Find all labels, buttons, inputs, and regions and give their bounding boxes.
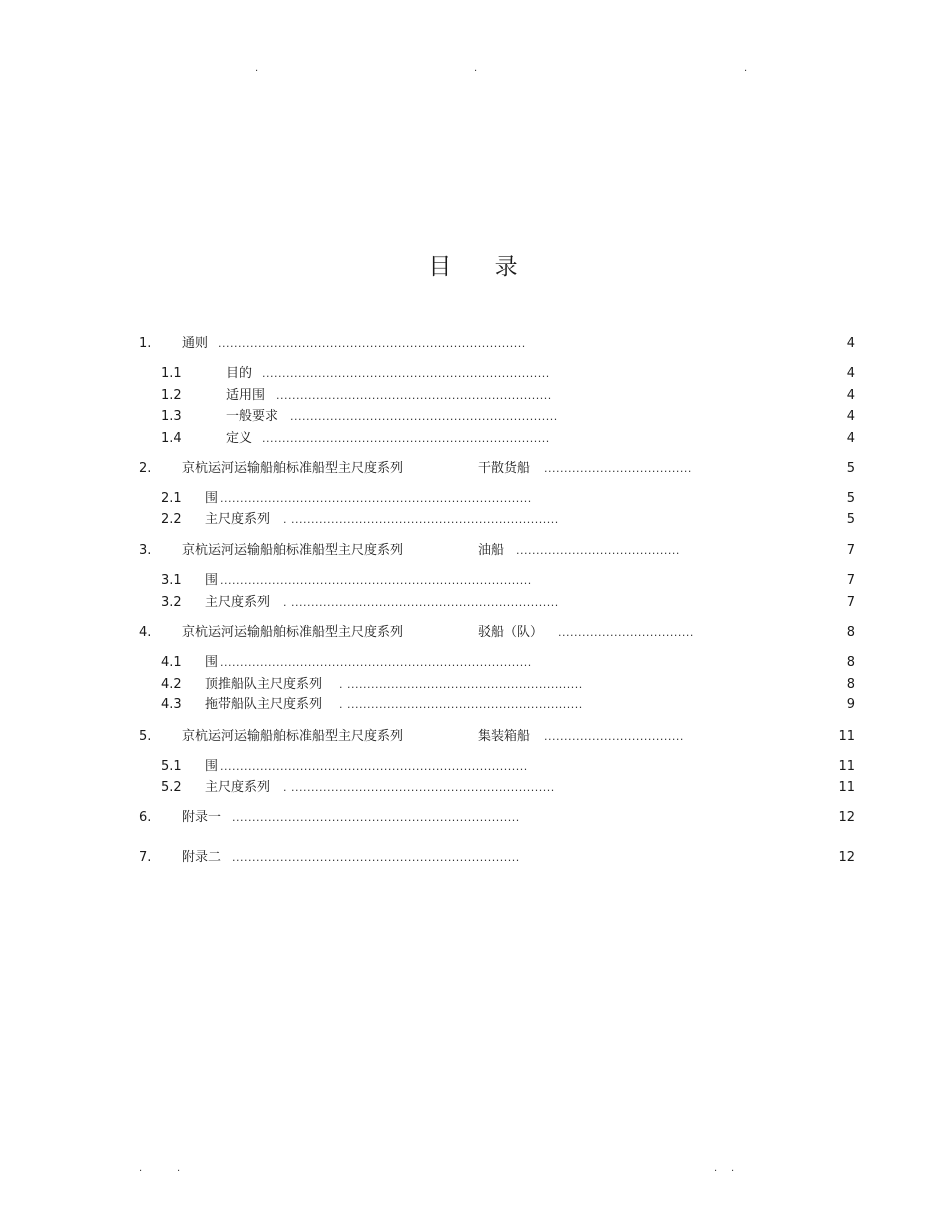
toc-page-number: 8: [846, 677, 855, 692]
toc-number: 5.1: [161, 759, 182, 774]
toc-chapter-row[interactable]: [0, 624, 950, 642]
toc-leader-dots: .............................................................................: [218, 337, 526, 350]
toc-number: 5.: [139, 729, 152, 744]
toc-section-row[interactable]: [0, 676, 950, 694]
toc-label-suffix: 干散货船: [478, 461, 531, 476]
toc-label: 主尺度系列: [205, 780, 271, 795]
toc-chapter-row[interactable]: [0, 728, 950, 746]
toc-label-suffix: 油船: [478, 543, 505, 558]
header-mark: .: [255, 63, 259, 74]
toc-page-number: 4: [846, 336, 855, 351]
toc-page-number: 12: [838, 850, 855, 865]
footer-mark: .: [731, 1163, 735, 1174]
toc-leader-dots: . ...........................................................: [339, 678, 583, 691]
toc-section-row[interactable]: [0, 365, 950, 383]
toc-section-row[interactable]: [0, 511, 950, 529]
toc-leader-dots: ........................................................................: [262, 432, 550, 445]
toc-page-number: 7: [846, 573, 855, 588]
toc-leader-dots: ..............................................................................: [220, 656, 532, 669]
toc-page-number: 5: [846, 491, 855, 506]
toc-number: 6.: [139, 810, 152, 825]
toc-section-row[interactable]: [0, 594, 950, 612]
toc-leader-dots: .........................................: [516, 544, 680, 557]
toc-label: 主尺度系列: [205, 512, 271, 527]
toc-chapter-row[interactable]: [0, 460, 950, 478]
toc-section-row[interactable]: [0, 696, 950, 714]
toc-leader-dots: . ..................................................................: [283, 781, 555, 794]
toc-label: 京杭运河运输船舶标准船型主尺度系列: [182, 461, 404, 476]
toc-leader-dots: ..................................: [558, 626, 694, 639]
toc-section-row[interactable]: [0, 430, 950, 448]
toc-number: 2.1: [161, 491, 182, 506]
toc-leader-dots: .....................................................................: [276, 389, 552, 402]
toc-label: 拖带船队主尺度系列: [205, 697, 323, 712]
toc-page-number: 8: [846, 655, 855, 670]
toc-number: 1.4: [161, 431, 182, 446]
toc-number: 1.1: [161, 366, 182, 381]
toc-leader-dots: . ...........................................................: [339, 698, 583, 711]
toc-page-number: 4: [846, 366, 855, 381]
toc-leader-dots: . ...................................................................: [283, 513, 559, 526]
toc-leader-dots: .............................................................................: [220, 760, 528, 773]
toc-label: 附录一: [182, 810, 222, 825]
toc-number: 4.3: [161, 697, 182, 712]
toc-number: 1.: [139, 336, 152, 351]
toc-number: 3.2: [161, 595, 182, 610]
toc-label: 京杭运河运输船舶标准船型主尺度系列: [182, 543, 404, 558]
toc-chapter-row[interactable]: [0, 542, 950, 560]
toc-section-row[interactable]: [0, 758, 950, 776]
toc-number: 2.: [139, 461, 152, 476]
toc-page-number: 5: [846, 512, 855, 527]
toc-chapter-row[interactable]: [0, 849, 950, 867]
toc-label: 通则: [182, 336, 209, 351]
toc-number: 1.2: [161, 388, 182, 403]
toc-section-row[interactable]: [0, 654, 950, 672]
toc-section-row[interactable]: [0, 779, 950, 797]
toc-label: 定义: [226, 431, 253, 446]
toc-label-suffix: 驳船（队）: [478, 625, 544, 640]
toc-page-number: 7: [846, 543, 855, 558]
toc-number: 4.1: [161, 655, 182, 670]
toc-label: 京杭运河运输船舶标准船型主尺度系列: [182, 729, 404, 744]
toc-label: 顶推船队主尺度系列: [205, 677, 323, 692]
toc-page-number: 12: [838, 810, 855, 825]
toc-number: 5.2: [161, 780, 182, 795]
toc-page-number: 11: [838, 780, 855, 795]
toc-leader-dots: .....................................: [544, 462, 692, 475]
toc-leader-dots: ..............................................................................: [220, 492, 532, 505]
toc-chapter-row[interactable]: [0, 335, 950, 353]
toc-page-number: 5: [846, 461, 855, 476]
toc-page-number: 8: [846, 625, 855, 640]
toc-label: 主尺度系列: [205, 595, 271, 610]
toc-leader-dots: ..............................................................................: [220, 574, 532, 587]
toc-page-number: 11: [838, 759, 855, 774]
toc-leader-dots: ...................................................................: [290, 410, 558, 423]
toc-label: 京杭运河运输船舶标准船型主尺度系列: [182, 625, 404, 640]
header-mark: .: [474, 63, 478, 74]
toc-page-number: 7: [846, 595, 855, 610]
toc-label: 围: [205, 759, 219, 774]
toc-page-number: 11: [838, 729, 855, 744]
toc-label: 附录二: [182, 850, 222, 865]
toc-title: 目 录: [428, 254, 536, 280]
toc-page-number: 4: [846, 409, 855, 424]
toc-label: 围: [205, 491, 219, 506]
toc-section-row[interactable]: [0, 408, 950, 426]
toc-number: 3.1: [161, 573, 182, 588]
toc-leader-dots: ........................................................................: [232, 811, 520, 824]
toc-leader-dots: ........................................................................: [232, 851, 520, 864]
toc-page-number: 9: [846, 697, 855, 712]
toc-label-suffix: 集装箱船: [478, 729, 531, 744]
toc-chapter-row[interactable]: [0, 809, 950, 827]
toc-page-number: 4: [846, 431, 855, 446]
footer-mark: .: [177, 1163, 181, 1174]
toc-number: 7.: [139, 850, 152, 865]
toc-number: 2.2: [161, 512, 182, 527]
toc-label: 围: [205, 655, 219, 670]
toc-number: 3.: [139, 543, 152, 558]
toc-leader-dots: ........................................................................: [262, 367, 550, 380]
toc-leader-dots: ...................................: [544, 730, 684, 743]
toc-label: 一般要求: [226, 409, 279, 424]
toc-section-row[interactable]: [0, 572, 950, 590]
toc-number: 1.3: [161, 409, 182, 424]
toc-label: 目的: [226, 366, 253, 381]
toc-label: 围: [205, 573, 219, 588]
toc-number: 4.2: [161, 677, 182, 692]
footer-mark: .: [139, 1163, 143, 1174]
toc-label: 适用围: [226, 388, 266, 403]
toc-section-row[interactable]: [0, 490, 950, 508]
toc-page-number: 4: [846, 388, 855, 403]
header-mark: .: [744, 63, 748, 74]
toc-section-row[interactable]: [0, 387, 950, 405]
toc-leader-dots: . ...................................................................: [283, 596, 559, 609]
toc-number: 4.: [139, 625, 152, 640]
footer-mark: .: [714, 1163, 718, 1174]
